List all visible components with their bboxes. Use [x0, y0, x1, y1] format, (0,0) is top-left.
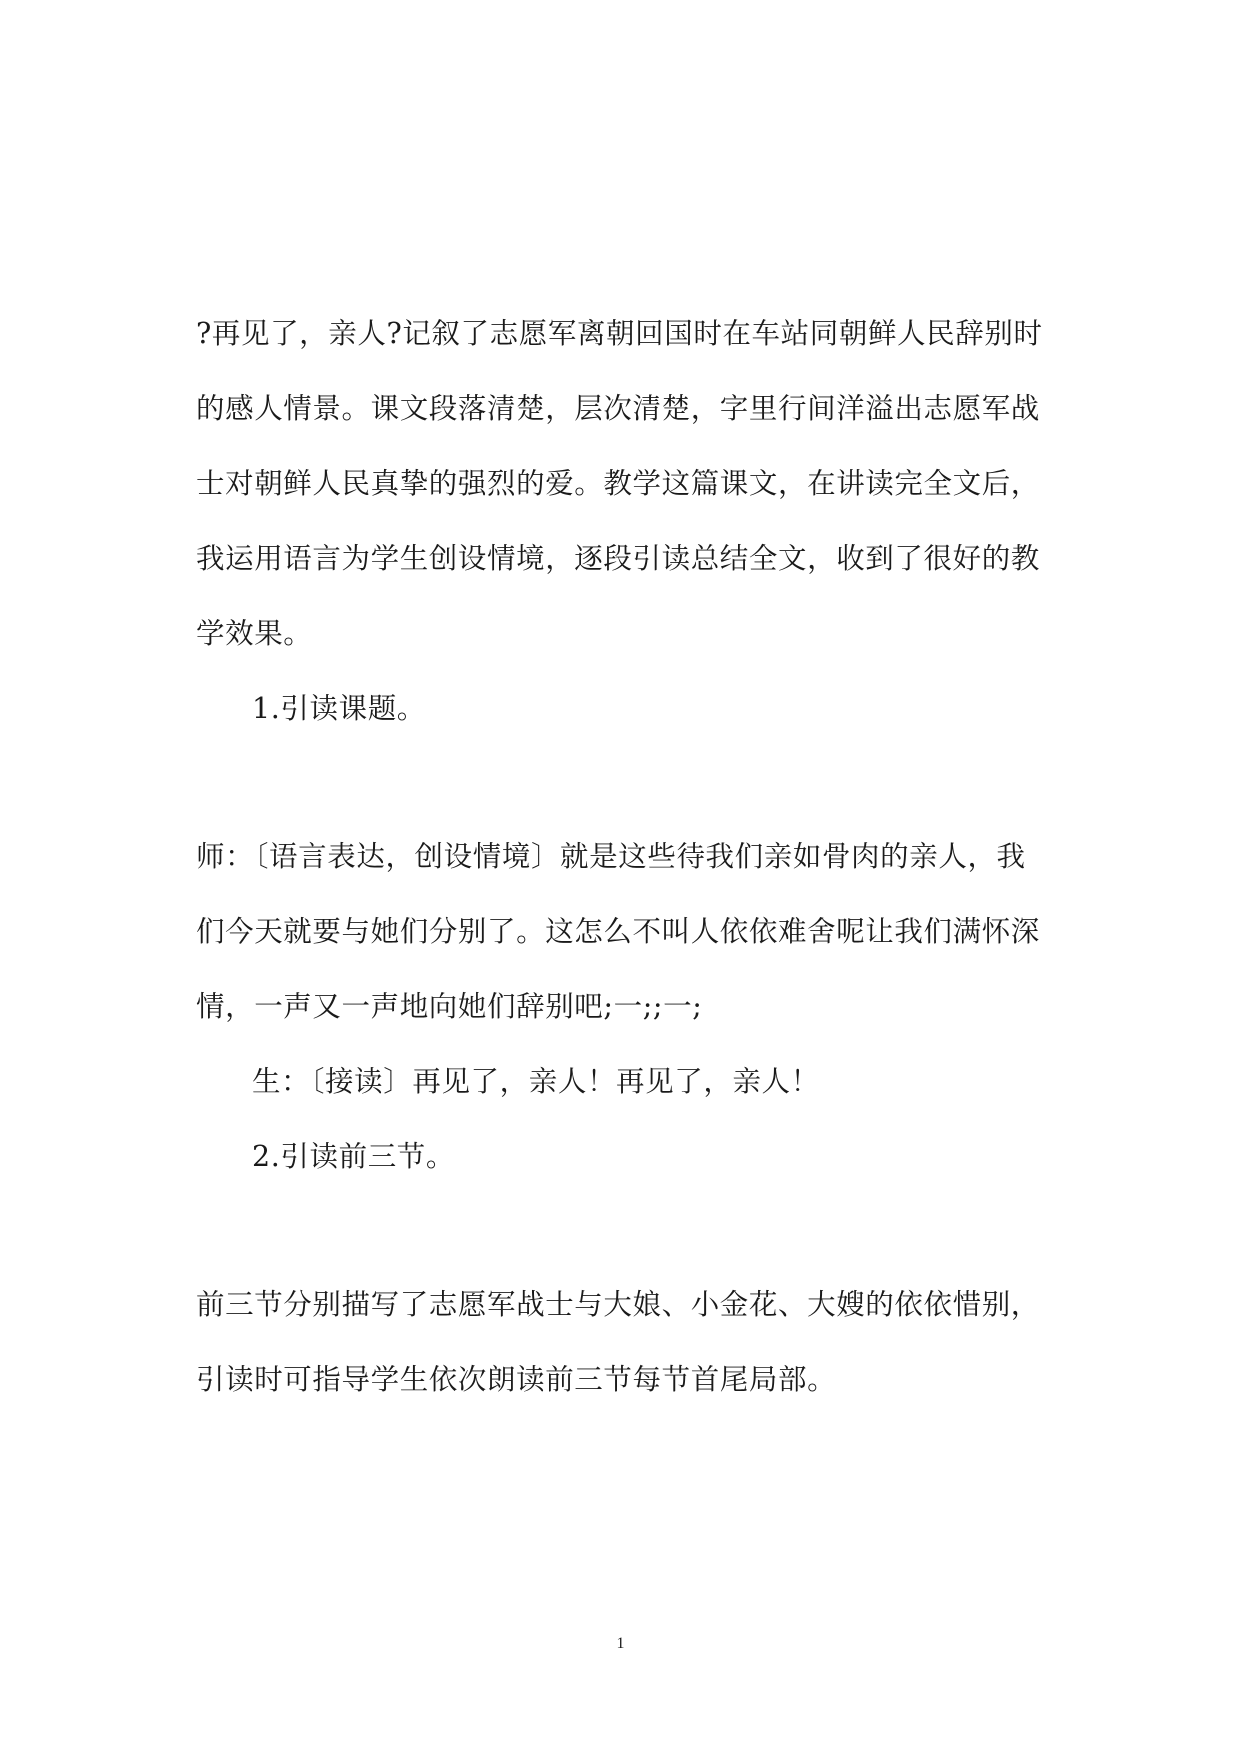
- section-heading-2: 2.引读前三节。: [252, 1140, 455, 1173]
- paragraph-1-line-3: 士对朝鲜人民真挚的强烈的爱。教学这篇课文，在讲读完全文后，: [196, 467, 1040, 500]
- paragraph-2-line-1: 师：〔语言表达，创设情境〕就是这些待我们亲如骨肉的亲人，我: [196, 840, 1026, 873]
- paragraph-2-line-3: 情，一声又一声地向她们辞别吧;一;;一;: [196, 990, 703, 1023]
- paragraph-3-line-2: 引读时可指导学生依次朗读前三节每节首尾局部。: [196, 1363, 837, 1396]
- paragraph-2-line-2: 们今天就要与她们分别了。这怎么不叫人依依难舍呢让我们满怀深: [196, 915, 1040, 948]
- paragraph-1-line-4: 我运用语言为学生创设情境，逐段引读总结全文，收到了很好的教: [196, 542, 1040, 575]
- paragraph-1-line-2: 的感人情景。课文段落清楚，层次清楚，字里行间洋溢出志愿军战: [196, 392, 1040, 425]
- paragraph-1-line-1: ?再见了，亲人?记叙了志愿军离朝回国时在车站同朝鲜人民辞别时: [196, 317, 1043, 350]
- section-heading-1: 1.引读课题。: [252, 692, 426, 725]
- page-number: 1: [616, 1635, 625, 1652]
- student-response: 生：〔接读〕再见了，亲人！再见了，亲人！: [252, 1065, 820, 1098]
- paragraph-3-line-1: 前三节分别描写了志愿军战士与大娘、小金花、大嫂的依依惜别，: [196, 1288, 1040, 1321]
- paragraph-1-line-5: 学效果。: [196, 617, 313, 650]
